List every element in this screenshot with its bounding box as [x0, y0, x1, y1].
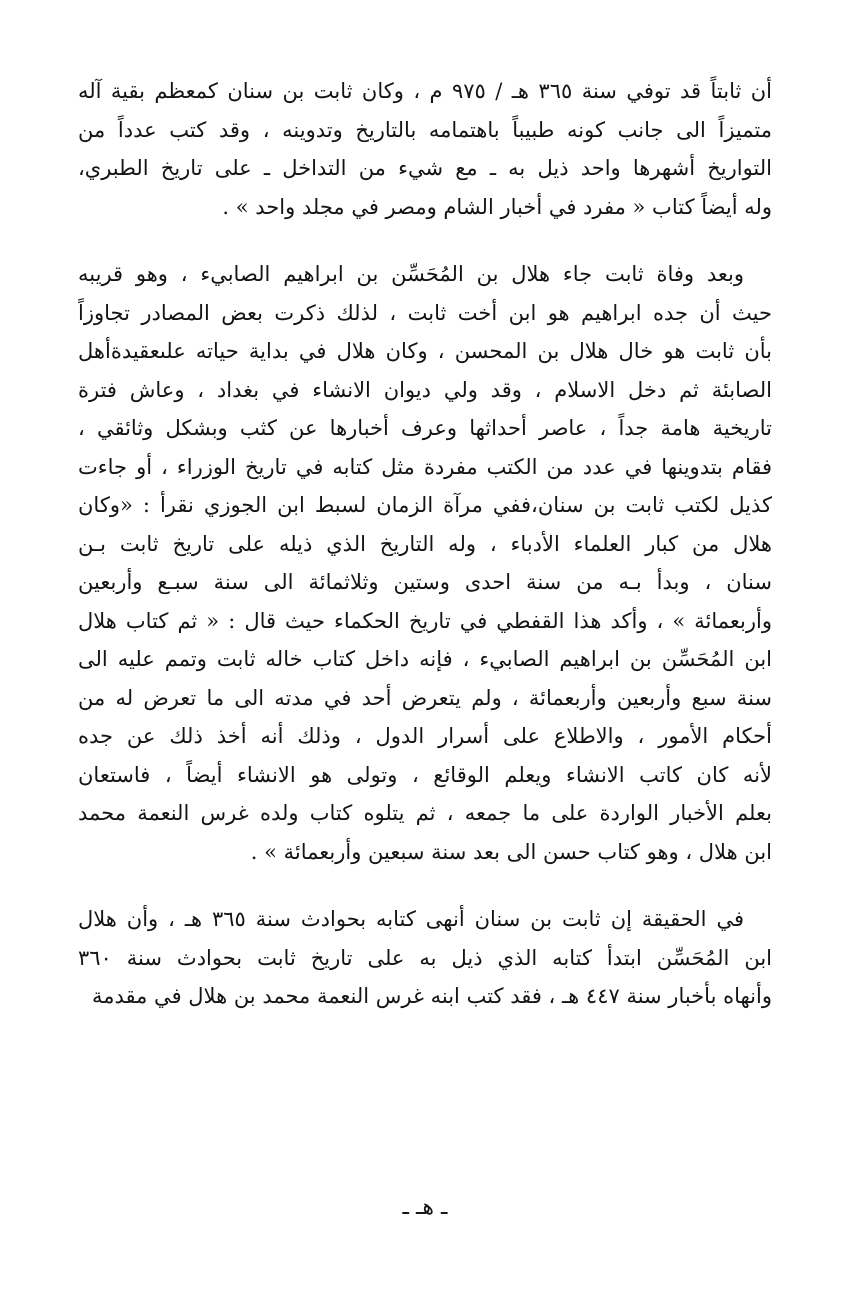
text-line: هلال من كبار العلماء الأدباء ، وله التاريخ الذي ذيله على تاريخ ثابت بـن — [78, 531, 772, 556]
paragraph-2 — [78, 255, 772, 871]
text-line: ابن هلال ، وهو كتاب حسن الى بعد سنة سبعين وأربعمائة » . — [250, 839, 772, 864]
text-line: أحكام الأمور ، والاطلاع على أسرار الدول ، وذلك أنه أخذ ذلك عن جده — [78, 724, 772, 748]
text-line: سنان ، وبدأ بـه من سنة احدى وستين وثلاثمائة الى سنة سبـع وأربعين — [78, 570, 772, 594]
text-line: كذيل لكتب ثابت بن سنان،ففي مرآة الزمان لسبط ابن الجوزي نقرأ : «وكان — [78, 493, 772, 517]
page-number: ـ هـ ـ — [402, 1195, 448, 1220]
text-line: ابن المُحَسِّن بن ابراهيم الصابيء ، فإنه داخل كتاب خاله ثابت وتمم عليه الى — [78, 647, 772, 671]
text-line: وأربعمائة » ، وأكد هذا القفطي في تاريخ الحكماء حيث قال : « ثم كتاب هلال — [78, 608, 772, 633]
text-line: متميزاً الى جانب كونه طبيباً باهتمامه بالتاريخ وتدوينه ، وقد كتب عدداً من — [78, 117, 772, 142]
text-line: بأن ثابت هو خال هلال بن المحسن ، وكان هلال في بداية حياته علىعقيدةأهل — [78, 339, 772, 363]
text-line: وله أيضاً كتاب « مفرد في أخبار الشام ومصر في مجلد واحد » . — [222, 194, 772, 219]
paragraph-gap — [78, 871, 772, 900]
text-line: ابن المُحَسِّن ابتدأ كتابه الذي ذيل به على تاريخ ثابت بحوادث سنة ٣٦٠ — [78, 945, 772, 970]
text-line: في الحقيقة إن ثابت بن سنان أنهى كتابه بحوادث سنة ٣٦٥ هـ ، وأن هلال — [78, 907, 744, 931]
text-line: فقام بتدوينها في عدد من الكتب مفردة مثل كتابه في تاريخ الوزراء ، أو جاءت — [78, 454, 772, 479]
text-line: سنة سبع وأربعين وأربعمائة ، ولم يتعرض أحد في مدته الى ما تعرض له من — [78, 685, 772, 710]
text-line: وأنهاه بأخبار سنة ٤٤٧ هـ ، فقد كتب ابنه غرس النعمة محمد بن هلال في مقدمة — [91, 984, 772, 1008]
text-line: التواريخ أشهرها واحد ذيل به ـ مع شيء من التداخل ـ على تاريخ الطبري، — [78, 156, 772, 180]
text-line: بعلم الأخبار الواردة على ما جمعه ، ثم يتلوه كتاب ولده غرس النعمة محمد — [78, 801, 772, 825]
document-page — [78, 72, 772, 1016]
text-line: لأنه كان كاتب الانشاء ويعلم الوقائع ، وتولى هو الانشاء أيضاً ، فاستعان — [78, 762, 772, 787]
text-line: وبعد وفاة ثابت جاء هلال بن المُحَسِّن بن ابراهيم الصابيء ، وهو قريبه — [78, 262, 744, 286]
text-line: الصابئة ثم دخل الاسلام ، وقد ولي ديوان الانشاء في بغداد ، وعاش فترة — [78, 377, 772, 402]
paragraph-1 — [78, 72, 772, 226]
paragraph-gap — [78, 226, 772, 255]
text-line: أن ثابتاً قد توفي سنة ٣٦٥ هـ / ٩٧٥ م ، وكان ثابت بن سنان كمعظم بقية آله — [78, 79, 772, 103]
paragraph-3 — [78, 900, 772, 1016]
text-line: تاريخية هامة جداً ، عاصر أحداثها وعرف أخبارها عن كثب وبشكل وثائقي ، — [78, 416, 772, 440]
text-line: حيث أن جده ابراهيم هو ابن أخت ثابت ، لذلك ذكرت بعض المصادر تجاوزاً — [78, 300, 772, 325]
